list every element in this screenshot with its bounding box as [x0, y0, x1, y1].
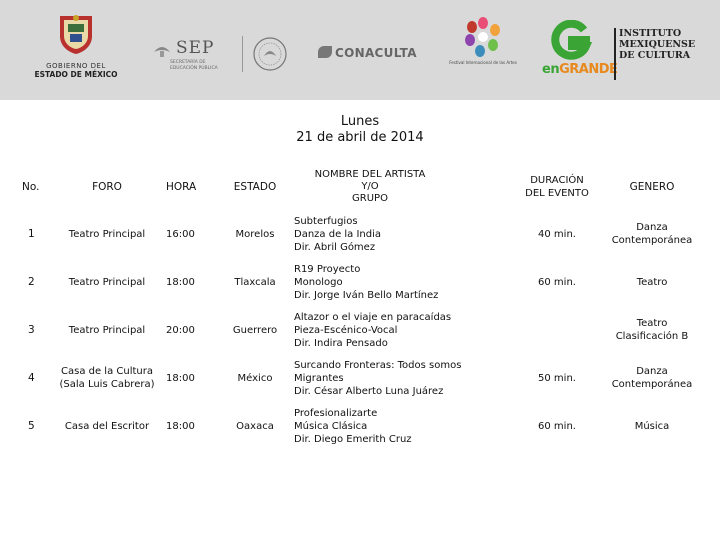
conaculta-logo: [318, 46, 417, 60]
row-artista: Altazor o el viaje en paracaídas Pieza-Escénico-Vocal Dir. Indira Pensado: [294, 311, 452, 349]
row-duracion: 60 min.: [538, 420, 576, 432]
table-row: [14, 306, 708, 354]
row-foro: Casa del Escritor: [64, 420, 150, 432]
festival-flower-icon: [462, 16, 504, 58]
engrande-word: [542, 62, 617, 77]
mexico-seal-icon: [252, 36, 288, 72]
edomex-line1: GOBIERNO DEL: [46, 62, 106, 70]
table-header-row: [14, 164, 708, 210]
engrande-g-icon: [550, 20, 594, 60]
table-row: [14, 402, 708, 450]
event-weekday: Lunes: [340, 114, 380, 129]
row-hora: 18:00: [166, 420, 195, 432]
logo-divider: [242, 36, 243, 72]
row-no: 5: [28, 419, 35, 432]
festival-logo: [448, 16, 518, 78]
edomex-crest-icon: [54, 12, 98, 56]
row-no: 4: [28, 371, 35, 384]
row-genero: Teatro: [636, 276, 668, 288]
row-artista: R19 Proyecto Monologo Dir. Jorge Iván Bello Martínez: [294, 263, 439, 301]
imc-line1: INSTITUTO: [619, 28, 682, 39]
row-no: 3: [28, 323, 35, 336]
program-table: [14, 164, 708, 450]
sep-eagle-icon: [152, 40, 172, 58]
row-duracion: [518, 306, 596, 354]
row-genero: Música: [634, 420, 670, 432]
table-row: [14, 354, 708, 402]
row-hora: 16:00: [166, 228, 195, 240]
row-genero: Danza Contemporánea: [611, 222, 693, 246]
row-artista: Profesionalizarte Música Clásica Dir. Diego Emerith Cruz: [294, 407, 412, 445]
row-estado: Oaxaca: [236, 420, 274, 432]
row-no: 1: [28, 227, 35, 240]
row-duracion: 40 min.: [538, 228, 576, 240]
row-duracion: 60 min.: [538, 276, 576, 288]
row-genero: Teatro Clasificación B: [615, 318, 689, 342]
edomex-line2: ESTADO DE MÉXICO: [34, 70, 118, 79]
row-artista: Surcando Fronteras: Todos somos Migrantes Dir. César Alberto Luna Juárez: [294, 359, 462, 397]
sep-subtitle: SECRETARÍA DE EDUCACIÓN PÚBLICA: [170, 60, 218, 71]
edomex-logo: [28, 12, 124, 86]
event-date: [250, 114, 470, 146]
imc-logo: [614, 28, 697, 80]
event-full-date: 21 de abril de 2014: [296, 130, 424, 145]
row-hora: 20:00: [166, 324, 195, 336]
table-row: [14, 210, 708, 258]
engrande-logo: [542, 20, 618, 82]
row-foro: Teatro Principal: [68, 324, 146, 336]
table-row: [14, 258, 708, 306]
imc-line2: MEXIQUENSE: [619, 39, 696, 50]
row-estado: Guerrero: [232, 324, 278, 336]
row-estado: Morelos: [235, 228, 275, 240]
col-header-no: No.: [22, 181, 40, 193]
sep-name: SEP: [176, 38, 215, 58]
row-hora: 18:00: [166, 276, 195, 288]
row-foro: Teatro Principal: [68, 228, 146, 240]
col-header-artista: NOMBRE DEL ARTISTA Y/O GRUPO: [314, 169, 426, 204]
col-header-hora: HORA: [166, 181, 197, 193]
festival-text: Festival Internacional de las Artes: [449, 60, 517, 65]
engrande-suffix: GRANDE: [559, 62, 618, 77]
row-no: 2: [28, 275, 35, 288]
row-artista: Subterfugios Danza de la India Dir. Abril Gómez: [294, 215, 382, 253]
engrande-prefix: en: [542, 62, 560, 77]
logo-header-band: [0, 0, 720, 100]
col-header-duracion: DURACIÓN DEL EVENTO: [525, 175, 589, 199]
row-hora: 18:00: [166, 372, 195, 384]
row-genero: Danza Contemporánea: [611, 366, 693, 390]
conaculta-name: CONACULTA: [335, 46, 417, 60]
col-header-estado: ESTADO: [233, 181, 277, 193]
row-foro: Teatro Principal: [68, 276, 146, 288]
row-foro: Casa de la Cultura (Sala Luis Cabrera): [59, 366, 155, 390]
sep-logo: [152, 38, 230, 78]
row-estado: México: [237, 372, 273, 384]
col-header-genero: GENERO: [629, 181, 675, 193]
imc-line3: DE CULTURA: [619, 50, 691, 61]
col-header-foro: FORO: [92, 181, 122, 193]
conaculta-mark-icon: [318, 46, 332, 58]
row-estado: Tlaxcala: [234, 276, 276, 288]
row-duracion: 50 min.: [538, 372, 576, 384]
